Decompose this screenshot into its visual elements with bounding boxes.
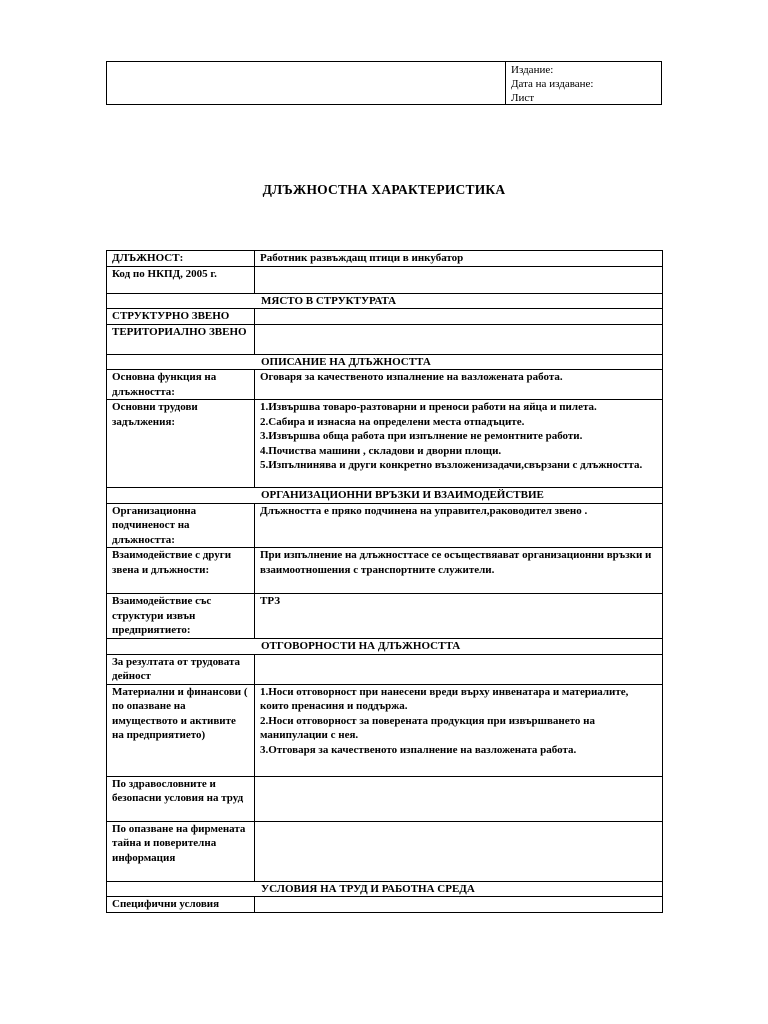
table-row [107,266,663,293]
safety-value [255,776,663,821]
specific-conditions-value [255,897,663,913]
table-row [107,897,663,913]
specific-conditions-label: Специфични условия [107,897,255,913]
code-value [255,266,663,293]
table-row [107,488,663,504]
table-row [107,639,663,655]
responsibility-item: 2.Носи отговорност за поверената продукция при извършването на манипулации с нея. [260,714,595,741]
external-value: ТРЗ [255,594,663,639]
edition-label: Издание: [511,64,554,76]
position-label: ДЛЪЖНОСТ: [107,251,255,267]
table-row [107,881,663,897]
duty-item: 3.Извършва обща работа при изпълнение не ремонтните работи. [260,430,583,442]
secrecy-value [255,821,663,881]
table-row [107,594,663,639]
structural-unit-label: СТРУКТУРНО ЗВЕНО [107,309,255,325]
header-meta-cell [506,62,661,104]
external-label: Взаимодействие със структури извън предприятието: [107,594,255,639]
table-row [107,400,663,488]
material-label: Материални и финансови ( по опазване на имуществото и активите на предприятието) [107,684,255,776]
subordination-value: Длъжността е пряко подчинена на управител,раководител звено . [255,503,663,548]
material-value [255,684,663,776]
table-row [107,684,663,776]
duty-item: 1.Извършва товаро-разтоварни и преноси работи на яйца и пилета. [260,401,597,413]
main-function-label: Основна функция на длъжността: [107,370,255,400]
main-function-value: Оговаря за качественото изпалнение на вазложената работа. [255,370,663,400]
position-value: Работник развъждащ птици в инкубатор [255,251,663,267]
responsibility-item: 1.Носи отговорност при нанесени вреди върху инвенатара и материалите, които пренасиня и поддържа. [260,685,629,712]
table-row [107,309,663,325]
job-description-table [106,250,663,913]
table-row [107,548,663,594]
document-header [106,61,662,105]
table-row [107,293,663,309]
duties-value [255,400,663,488]
interaction-label: Взаимодействие с други звена и длъжности: [107,548,255,594]
section-relations: ОРГАНИЗАЦИОННИ ВРЪЗКИ И ВЗАИМОДЕЙСТВИЕ [107,488,663,504]
duties-label: Основни трудови задължения: [107,400,255,488]
responsibility-item: 3.Отговаря за качественото изпалнение на вазложената работа. [260,743,577,756]
results-value [255,654,663,684]
table-row [107,324,663,354]
subordination-label: Организационна подчиненост на длъжността: [107,503,255,548]
duty-item: 2.Сабира и изнасяа на определени места отпадъците. [260,415,525,428]
section-conditions: УСЛОВИЯ НА ТРУД И РАБОТНА СРЕДА [107,881,663,897]
header-blank-cell [107,62,506,104]
code-label: Код по НКПД, 2005 г. [107,266,255,293]
table-row [107,251,663,267]
territorial-unit-label: ТЕРИТОРИАЛНО ЗВЕНО [107,324,255,354]
safety-label: По здравословните и безопасни условия на труд [107,776,255,821]
section-responsibilities: ОТГОВОРНОСТИ НА ДЛЪЖНОСТТА [107,639,663,655]
results-label: За резултата от трудовата дейност [107,654,255,684]
section-structure: МЯСТО В СТРУКТУРАТА [107,293,663,309]
table-row [107,821,663,881]
duty-item: 5.Изпълнинява и други конкретно възложенизадачи,свързани с длъжността. [260,459,643,471]
table-row [107,654,663,684]
document-title: ДЛЪЖНОСТНА ХАРАКТЕРИСТИКА [262,182,506,197]
section-description: ОПИСАНИЕ НА ДЛЪЖНОСТТА [107,354,663,370]
sheet-label: Лист [511,92,535,104]
table-row [107,370,663,400]
structural-unit-value [255,309,663,325]
table-row [107,776,663,821]
duty-item: 4.Почиства машини , складови и дворни площи. [260,444,502,457]
table-row [107,503,663,548]
territorial-unit-value [255,324,663,354]
issue-date-label: Дата на издаване: [511,78,594,90]
secrecy-label: По опазване на фирмената тайна и поверителна информация [107,821,255,881]
interaction-value: При изпълнение на длъжносттасе се осъществяават организационни връзки и взаимоотношения с транспортните служители. [255,548,663,594]
table-row [107,354,663,370]
